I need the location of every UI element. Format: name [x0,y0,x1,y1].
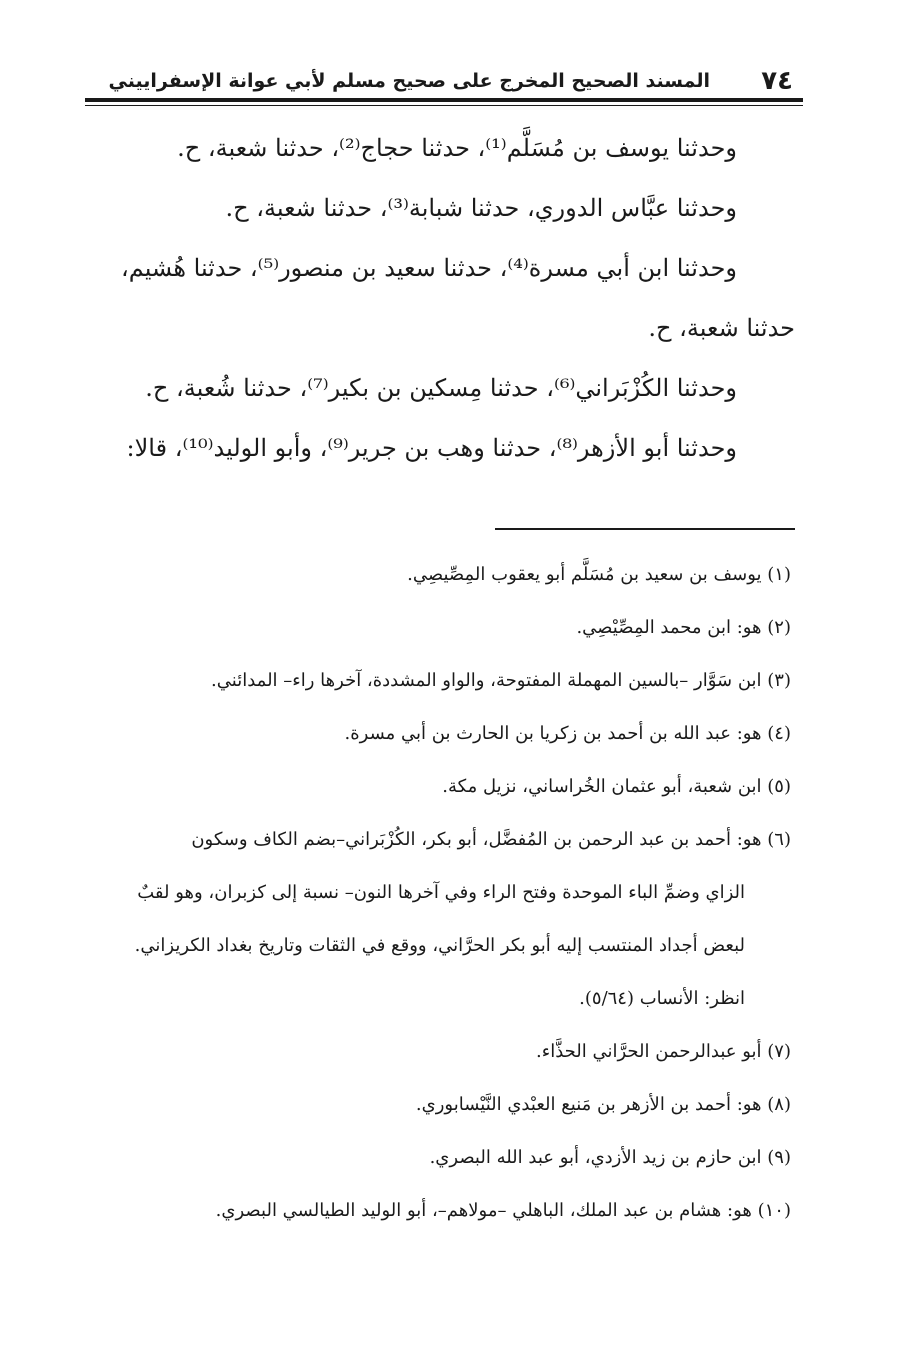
body-line-6: وحدثنا أبو الأزهر⁽⁸⁾، حدثنا وهب بن جرير⁽⁹⁾، وأبو الوليد⁽¹⁰⁾، قالا: [126,434,737,462]
page-header [85,58,803,102]
footnote-6-continued-1: الزاي وضمِّ الباء الموحدة وفتح الراء وفي آخرها النون– نسبة إلى كزبران، وهو لقبٌ [137,882,745,903]
footnote-1: (١) يوسف بن سعيد بن مُسَلَّم أبو يعقوب المِصِّيصِي. [407,564,791,585]
footnote-2: (٢) هو: ابن محمد المِصِّيْصِي. [576,617,791,638]
footnote-10: (١٠) هو: هشام بن عبد الملك، الباهلي –مولاهم–، أبو الوليد الطيالسي البصري. [215,1200,791,1221]
page-number: ٧٤ [761,66,793,96]
footnote-8: (٨) هو: أحمد بن الأزهر بن مَنيع العبْدي النَّيْسابوري. [415,1094,791,1115]
header-rule-thin [85,105,803,106]
footnote-6-continued-2: لبعض أجداد المنتسب إليه أبو بكر الحرَّاني، ووقع في الثقات وتاريخ بغداد الكريزاني. [134,935,745,956]
footnotes [78,548,791,1237]
footnote-separator [495,528,795,530]
header-rule-thick [85,98,803,102]
running-title: المسند الصحيح المخرج على صحيح مسلم لأبي عوانة الإسفراييني [108,70,710,92]
body-line-2: وحدثنا عبَّاس الدوري، حدثنا شبابة⁽³⁾، حدثنا شعبة، ح. [225,194,737,222]
body-line-3: وحدثنا ابن أبي مسرة⁽⁴⁾، حدثنا سعيد بن منصور⁽⁵⁾، حدثنا هُشيم، [120,254,737,282]
footnote-3: (٣) ابن سَوَّار –بالسين المهملة المفتوحة، والواو المشددة، آخرها راء– المدائني. [211,670,791,691]
footnote-9: (٩) ابن حازم بن زيد الأزدي، أبو عبد الله البصري. [429,1147,791,1168]
body-line-1: وحدثنا يوسف بن مُسَلَّم⁽¹⁾، حدثنا حجاج⁽²⁾، حدثنا شعبة، ح. [177,134,737,162]
footnote-6-reference: انظر: الأنساب (٥/٦٤). [579,988,745,1009]
main-text [95,118,795,478]
footnote-5: (٥) ابن شعبة، أبو عثمان الخُراساني، نزيل مكة. [442,776,791,797]
footnote-4: (٤) هو: عبد الله بن أحمد بن زكريا بن الحارث بن أبي مسرة. [344,723,791,744]
footnote-6: (٦) هو: أحمد بن عبد الرحمن بن المُفضَّل، أبو بكر، الكُزْبَراني–بضم الكاف وسكون [191,829,791,850]
body-line-4: حدثنا شعبة، ح. [648,314,795,342]
body-line-5: وحدثنا الكُزْبَراني⁽⁶⁾، حدثنا مِسكين بن بكير⁽⁷⁾، حدثنا شُعبة، ح. [145,374,737,402]
footnote-7: (٧) أبو عبدالرحمن الحرَّاني الحذَّاء. [536,1041,791,1062]
